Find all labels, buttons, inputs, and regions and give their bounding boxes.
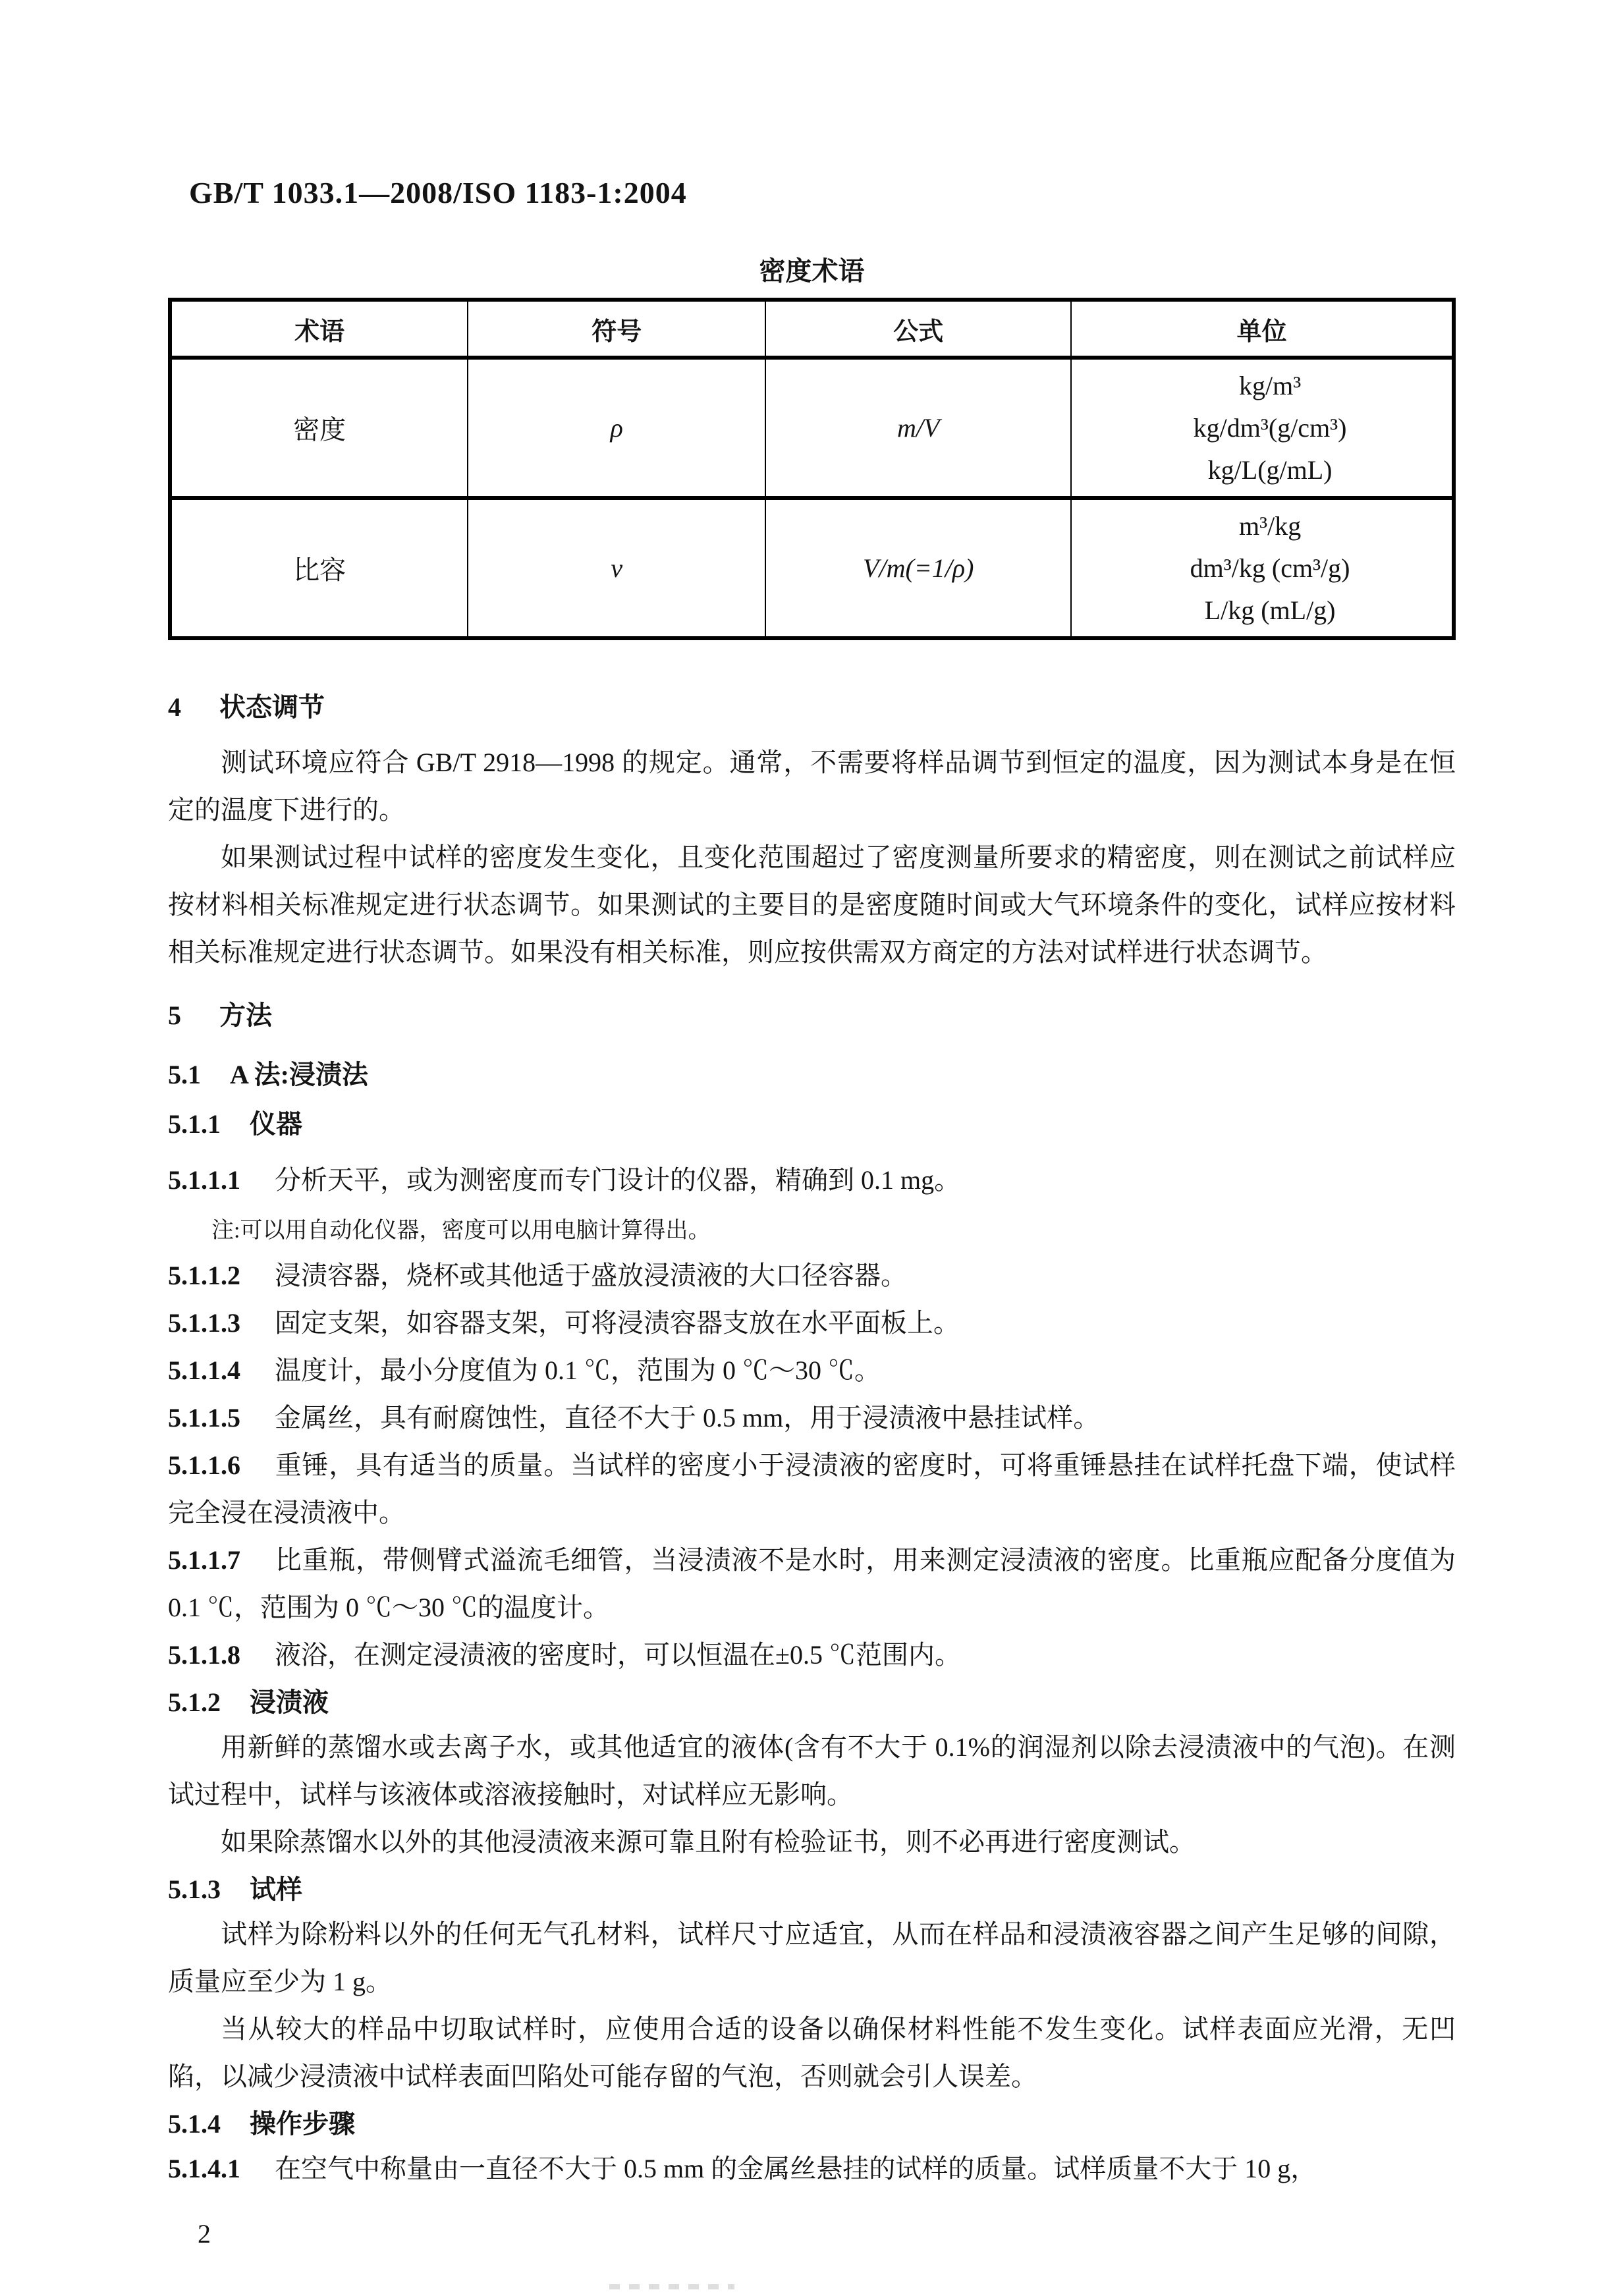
density-terms-table bbox=[168, 298, 1456, 640]
clause-number: 5.1.4.1 bbox=[168, 2154, 240, 2183]
column-header-unit: 单位 bbox=[1071, 300, 1454, 358]
table-row bbox=[170, 498, 1454, 638]
section-number: 4 bbox=[168, 692, 181, 722]
unit-line: L/kg (mL/g) bbox=[1204, 595, 1336, 625]
clause-number: 5.1.1.6 bbox=[168, 1450, 240, 1480]
section-title: 状态调节 bbox=[219, 692, 325, 722]
formula-cell: V/m(=1/ρ) bbox=[765, 498, 1071, 638]
section-title: 浸渍液 bbox=[250, 1687, 329, 1717]
section-heading-5 bbox=[168, 995, 1456, 1037]
section-number: 5.1 bbox=[168, 1060, 201, 1089]
section-title: A 法:浸渍法 bbox=[230, 1060, 368, 1089]
clause-5-1-1-4 bbox=[168, 1347, 1456, 1394]
clause-number: 5.1.1.7 bbox=[168, 1545, 240, 1575]
clause-5-1-1-1 bbox=[168, 1157, 1456, 1204]
table-row bbox=[170, 358, 1454, 498]
unit-line: kg/L(g/mL) bbox=[1207, 454, 1333, 485]
clause-number: 5.1.1.5 bbox=[168, 1403, 240, 1433]
section-heading-5-1 bbox=[168, 1054, 1456, 1096]
section-heading-5-1-1 bbox=[168, 1103, 1456, 1145]
table-header-row bbox=[170, 300, 1454, 358]
section-title: 试样 bbox=[250, 1874, 302, 1904]
section-number: 5 bbox=[168, 1000, 181, 1030]
symbol-cell: ρ bbox=[468, 358, 765, 498]
clause-text: 重锤，具有适当的质量。当试样的密度小于浸渍液的密度时，可将重锤悬挂在试样托盘下端，使试样完全浸在浸渍液中。 bbox=[168, 1450, 1456, 1527]
clause-number: 5.1.1.8 bbox=[168, 1640, 240, 1670]
section-number: 5.1.3 bbox=[168, 1874, 221, 1904]
clause-number: 5.1.1.2 bbox=[168, 1261, 240, 1290]
clause-number: 5.1.1.1 bbox=[168, 1165, 240, 1195]
clause-number: 5.1.1.3 bbox=[168, 1308, 240, 1338]
section-title: 操作步骤 bbox=[250, 2109, 355, 2139]
clause-text: 在空气中称量由一直径不大于 0.5 mm 的金属丝悬挂的试样的质量。试样质量不大于 10 g， bbox=[275, 2154, 1317, 2183]
units-cell bbox=[1071, 498, 1454, 638]
paragraph: 用新鲜的蒸馏水或去离子水，或其他适宜的液体(含有不大于 0.1%的润湿剂以除去浸渍液中的气泡)。在测试过程中，试样与该液体或溶液接触时，对试样应无影响。 bbox=[168, 1732, 1456, 1809]
note-line: 注:可以用自动化仪器，密度可以用电脑计算得出。 bbox=[211, 1218, 711, 1243]
clause-5-1-1-6 bbox=[168, 1442, 1456, 1537]
paragraph: 试样为除粉料以外的任何无气孔材料，试样尺寸应适宜，从而在样品和浸渍液容器之间产生足够的间隙，质量应至少为 1 g。 bbox=[168, 1919, 1456, 1996]
column-header-formula: 公式 bbox=[765, 300, 1071, 358]
section-title: 仪器 bbox=[250, 1109, 302, 1139]
clause-text: 温度计，最小分度值为 0.1 ℃，范围为 0 ℃～30 ℃。 bbox=[275, 1355, 881, 1385]
section-number: 5.1.2 bbox=[168, 1687, 221, 1717]
unit-line: kg/m³ bbox=[1238, 370, 1302, 400]
column-header-symbol: 符号 bbox=[468, 300, 765, 358]
paragraph: 测试环境应符合 GB/T 2918—1998 的规定。通常，不需要将样品调节到恒定的温度，因为测试本身是在恒定的温度下进行的。 bbox=[168, 748, 1456, 825]
paragraph: 如果测试过程中试样的密度发生变化，且变化范围超过了密度测量所要求的精密度，则在测试之前试样应按材料相关标准规定进行状态调节。如果测试的主要目的是密度随时间或大气环境条件的变化，试样应按材料相关标准规定进行状态调节。如果没有相关标准，则应按供需双方商定的方法对试样进行状态调节。 bbox=[168, 842, 1456, 967]
clause-5-1-1-5 bbox=[168, 1394, 1456, 1442]
units-cell bbox=[1071, 358, 1454, 498]
unit-line: m³/kg bbox=[1238, 510, 1302, 541]
clause-text: 固定支架，如容器支架，可将浸渍容器支放在水平面板上。 bbox=[275, 1308, 960, 1338]
clause-number: 5.1.1.4 bbox=[168, 1355, 240, 1385]
clause-5-1-1-8 bbox=[168, 1631, 1456, 1679]
clause-5-1-1-2 bbox=[168, 1252, 1456, 1299]
standard-number-header: GB/T 1033.1—2008/ISO 1183-1:2004 bbox=[189, 176, 687, 209]
section-heading-4 bbox=[168, 686, 1456, 728]
section-number: 5.1.1 bbox=[168, 1109, 221, 1139]
section-title: 方法 bbox=[219, 1000, 272, 1030]
table-title: 密度术语 bbox=[759, 256, 865, 286]
unit-line: dm³/kg (cm³/g) bbox=[1190, 553, 1350, 583]
term-cell: 密度 bbox=[170, 358, 468, 498]
paragraph: 当从较大的样品中切取试样时，应使用合适的设备以确保材料性能不发生变化。试样表面应光滑，无凹陷，以减少浸渍液中试样表面凹陷处可能存留的气泡，否则就会引人误差。 bbox=[168, 2014, 1456, 2091]
page-number: 2 bbox=[198, 2219, 211, 2249]
scan-artifact bbox=[609, 2284, 734, 2289]
clause-text: 比重瓶，带侧臂式溢流毛细管，当浸渍液不是水时，用来测定浸渍液的密度。比重瓶应配备分度值为 0.1 ℃，范围为 0 ℃～30 ℃的温度计。 bbox=[168, 1545, 1456, 1622]
formula-cell: m/V bbox=[765, 358, 1071, 498]
symbol-cell: ν bbox=[468, 498, 765, 638]
clause-text: 金属丝，具有耐腐蚀性，直径不大于 0.5 mm，用于浸渍液中悬挂试样。 bbox=[275, 1403, 1100, 1433]
column-header-term: 术语 bbox=[170, 300, 468, 358]
section-number: 5.1.4 bbox=[168, 2109, 221, 2139]
clause-5-1-1-7 bbox=[168, 1537, 1456, 1631]
page-content bbox=[168, 0, 1456, 2193]
clause-text: 液浴，在测定浸渍液的密度时，可以恒温在±0.5 ℃范围内。 bbox=[275, 1640, 961, 1670]
section-heading-5-1-3 bbox=[168, 1869, 1456, 1911]
clause-5-1-1-3 bbox=[168, 1299, 1456, 1347]
clause-text: 浸渍容器，烧杯或其他适于盛放浸渍液的大口径容器。 bbox=[275, 1261, 907, 1290]
section-heading-5-1-2 bbox=[168, 1681, 1456, 1724]
term-cell: 比容 bbox=[170, 498, 468, 638]
section-heading-5-1-4 bbox=[168, 2103, 1456, 2145]
unit-line: kg/dm³(g/cm³) bbox=[1193, 412, 1347, 443]
paragraph: 如果除蒸馏水以外的其他浸渍液来源可靠且附有检验证书，则不必再进行密度测试。 bbox=[221, 1827, 1196, 1857]
clause-5-1-4-1 bbox=[168, 2145, 1456, 2193]
clause-text: 分析天平，或为测密度而专门设计的仪器，精确到 0.1 mg。 bbox=[275, 1165, 961, 1195]
